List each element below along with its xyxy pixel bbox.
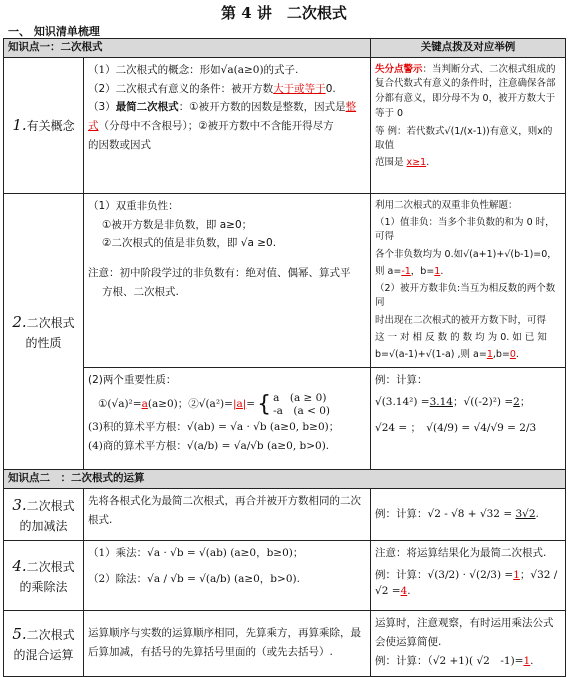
kp5-example: 运算时，注意观察，有时运用乘法公式 会使运算简便. 例：计算：（√2 +1)( √2 -1)=1. [371,611,566,677]
kp3-example: 例：计算：√2 - √8 + √32 = 3√2. [371,489,566,541]
kp1-header: 知识点一：二次根式 [4,39,371,58]
kp2-example: 例：计算： √(3.14²) =3.14；√((-2)²) =2； √24 = ； √(4/9) = √4/√9 = 2/3 [371,368,566,470]
kp3-content: 先将各根式化为最简二次根式，再合并被开方数相同的二次 根式. [84,489,371,541]
kp4-content: （1）乘法：√a · √b = √(ab) (a≥0，b≥0)； （2）除法：√a / √b = √(a/b) (a≥0，b>0). [84,541,371,611]
kp1-content: （1）二次根式的概念：形如√a(a≥0)的式子. （2）二次根式有意义的条件：被开方数大于或等于0. （3）最简二次根式：①被开方数的因数是整数，因式是整 式（分母中不含根号）；②被开方数中不含能开得尽方 的因数或因式 [84,57,371,193]
kp5-row [4,611,566,677]
kp1-row [4,57,566,193]
kp3-label: 3.二次根式的加减法 [4,489,84,541]
kp4-label: 4.二次根式的乘除法 [4,541,84,611]
knowledge-table [3,38,566,677]
tips-header: 关键点拨及对应举例 [371,39,566,58]
kp2-nonneg: （1）双重非负性： ①被开方数是非负数，即 a≥0； ②二次根式的值是非负数，即 √a ≥0. 注意：初中阶段学过的非负数有：绝对值、偶幂、算式平 方根、二次根式. [84,193,371,368]
kp4-row [4,541,566,611]
page-title: 第 4 讲 二次根式 [221,4,347,22]
kp2-row-a [4,193,566,368]
kp2-row-b [4,368,566,470]
kp1-label: 1.有关概念 [4,57,84,193]
kp1-tips: 失分点警示：当判断分式、二次根式组成的复合代数式有意义的条件时，注意确保各部分都有意义，即分母不为 0，被开方数大于等于 0 等 例：若代数式√(1/(x-1))有意义，则x的取值 范围是 x≥1. [371,57,566,193]
kp2-tips: 利用二次根式的双重非负性解题： （1）值非负：当多个非负数的和为 0 时，可得 各个非负数均为 0.如√(a+1)+√(b-1)=0， 则 a=-1，b=1. （2）被开方数非负:当互为相反数的两个数同 时出现在二次根式的被开方数下时，可得 这 一 对 相 反 数 的 数 均 为 0. 如 已 知 b=√(a-1)+√(1-a) ,则 a=1,b=0. [371,193,566,368]
kp3-row [4,489,566,541]
kp1-header-row [4,39,566,58]
section-heading: 一、 知识清单梳理 [8,25,100,38]
kp2-properties: (2)两个重要性质： ①(√a)²= a (a≥0)；②√(a²)= |a| = { a (a ≥ 0) -a (a < 0) (3)积的算术平方根：√(ab) = √a · √b (a≥0, b≥0)； (4)商的算术平方根：√(a/b) = √a/√b (a≥0, b>0). [84,368,371,470]
kp3-header: 知识点二 ：二次根式的运算 [4,470,566,489]
kp4-example: 注意：将运算结果化为最简二次根式. 例：计算：√(3/2) · √(2/3) =1；√32 / √2 =4. [371,541,566,611]
kp5-label: 5.二次根式的混合运算 [4,611,84,677]
kp3-header-row [4,470,566,489]
kp2-label: 2.二次根式的性质 [4,193,84,470]
kp5-content: 运算顺序与实数的运算顺序相同，先算乘方，再算乘除，最 后算加减，有括号的先算括号里面的（或先去括号）. [84,611,371,677]
